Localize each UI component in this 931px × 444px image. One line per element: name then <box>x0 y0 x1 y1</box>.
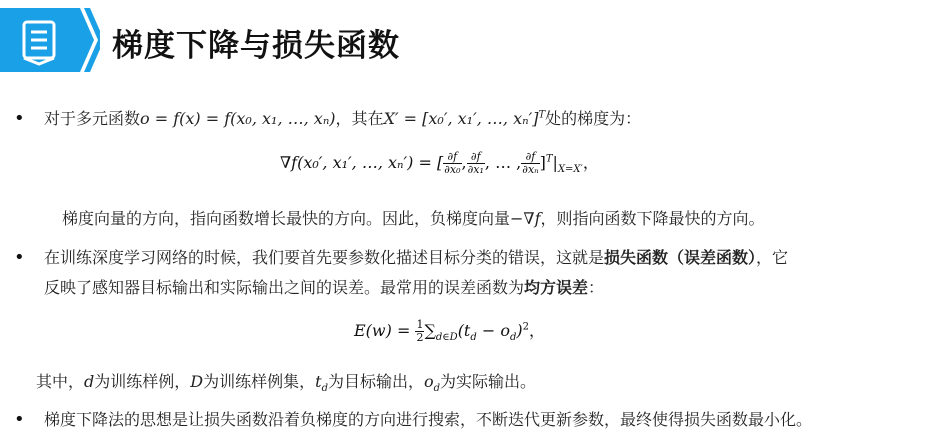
loss-output-sub: d <box>509 332 517 344</box>
partial-n: $\frac{\partial f}{\text{∂xₙ}}$ <box>522 150 539 176</box>
gradient-note <box>62 206 765 229</box>
symbols-note-b: 为训练样例， <box>94 372 191 391</box>
gradient-close: ] <box>539 153 546 172</box>
symbol-o-sub: d <box>433 383 441 395</box>
bullet-dot: • <box>14 108 25 129</box>
bullet-2-line-1-a: 在训练深度学习网络的时候，我们要首先要参数化描述目标分类的错误，这就是 <box>44 248 605 267</box>
bullet-dot: • <box>14 247 25 268</box>
bullet-2-line-2-b: ： <box>588 278 605 297</box>
sum-range: d∈D <box>435 332 458 344</box>
gradient-sep: , <box>461 153 467 172</box>
loss-target-sub: d <box>470 332 477 344</box>
symbols-note-a: 其中， <box>36 372 85 391</box>
gradient-ellipsis: , … , <box>484 153 522 172</box>
partial-0: $\frac{\partial f}{\text{∂x₀}}$ <box>444 150 461 176</box>
bullet-1-middle: ，其在 <box>335 109 384 128</box>
symbols-note-c: 为训练样例集， <box>203 372 316 391</box>
bullet-3-text: 梯度下降法的思想是让损失函数沿着负梯度的方向进行搜索，不断迭代更新参数，最终使得损失函数最小化。 <box>44 410 813 429</box>
gradient-transpose: T <box>545 153 553 165</box>
title-badge <box>0 0 100 80</box>
symbol-t-sub: d <box>321 383 328 395</box>
bullet-2-line-1 <box>44 245 788 268</box>
bullet-1-suffix: 处的梯度为： <box>545 109 642 128</box>
gradient-eval-point: X=X′ <box>557 164 583 176</box>
symbols-note-e: 为目标输出， <box>327 372 424 391</box>
gradient-eval-bar: | <box>552 153 558 172</box>
loss-equation <box>354 318 545 344</box>
bullet-2-line-2 <box>44 275 604 298</box>
bullet-1-function: o = f(x) = f(x₀, x₁, …, xₙ) <box>140 109 336 128</box>
symbol-d: d <box>84 372 95 391</box>
gradient-end: ， <box>582 153 599 172</box>
sum-sign: ∑ <box>424 321 436 340</box>
loss-lhs: E(w) = <box>354 321 416 340</box>
gradient-note-b: ，则指向函数下降最快的方向。 <box>540 209 765 228</box>
negative-gradient: −∇f <box>510 209 541 228</box>
bullet-2-line-1-b: ，它 <box>756 248 789 267</box>
bullet-1-point-transpose: T <box>538 109 546 121</box>
loss-square: 2 <box>522 321 530 333</box>
loss-output: − o <box>476 321 510 340</box>
loss-target: (t <box>457 321 471 340</box>
bullet-2-line-2-a: 反映了感知器目标输出和实际输出之间的误差。最常用的误差函数为 <box>44 278 525 297</box>
gradient-equation <box>280 150 599 176</box>
symbol-t: t <box>315 372 322 391</box>
loss-close: ) <box>516 321 523 340</box>
symbols-note <box>36 369 536 394</box>
loss-function-term: 损失函数（误差函数） <box>604 248 757 267</box>
one-half: $\frac{1}{2}$ <box>416 318 424 344</box>
bullet-1-point: X′ = [x₀′, x₁′, …, xₙ′] <box>383 109 539 128</box>
symbols-note-f: 为实际输出。 <box>440 372 537 391</box>
page-title: 梯度下降与损失函数 <box>112 28 400 64</box>
partial-1: $\frac{\partial f}{\text{∂x₁}}$ <box>467 150 484 176</box>
gradient-lhs: ∇f(x₀′, x₁′, …, xₙ′) = [ <box>280 153 444 172</box>
symbol-o: o <box>423 372 434 391</box>
symbol-D: D <box>190 372 204 391</box>
gradient-note-a: 梯度向量的方向，指向函数增长最快的方向。因此，负梯度向量 <box>62 209 511 228</box>
loss-end: ， <box>529 321 546 340</box>
bullet-1-text <box>44 106 641 129</box>
bullet-1-prefix: 对于多元函数 <box>44 109 141 128</box>
slide-header <box>0 0 931 86</box>
bullet-dot: • <box>14 409 25 430</box>
mse-term: 均方误差 <box>524 278 589 297</box>
